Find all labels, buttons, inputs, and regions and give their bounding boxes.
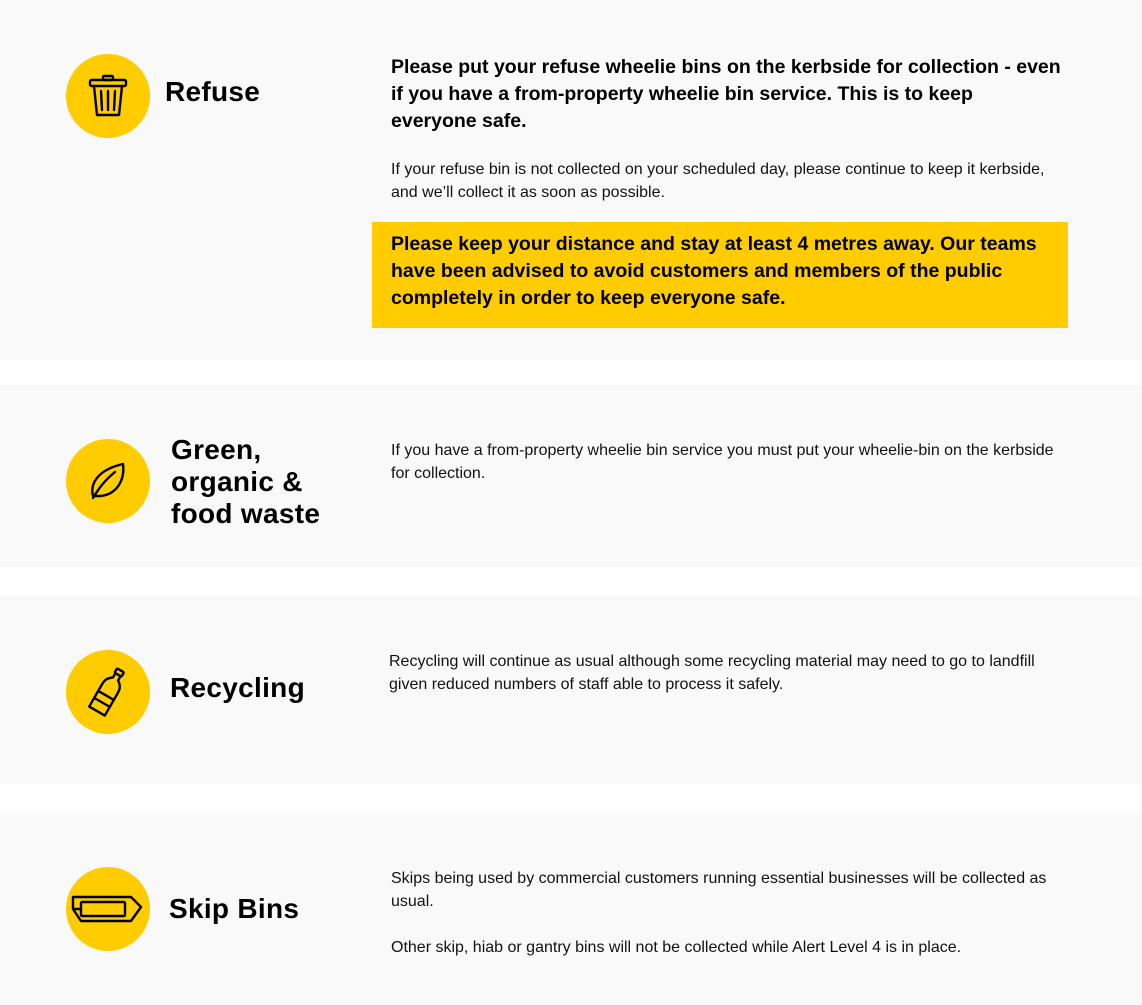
refuse-body-text: If your refuse bin is not collected on your scheduled day, please continue to keep it kerbside, and we’ll collect it as soon as possible. (391, 161, 1045, 201)
leaf-icon (66, 439, 150, 523)
recycling-heading: Recycling (170, 672, 305, 703)
bottle-icon (66, 650, 150, 734)
skip-bins-body-text-2: Other skip, hiab or gantry bins will not be collected while Alert Level 4 is in place. (391, 939, 962, 956)
green-waste-body-text: If you have a from-property wheelie bin service you must put your wheelie-bin on the kerbside for collection. (391, 442, 1054, 482)
refuse-lead-text: Please put your refuse wheelie bins on the kerbside for collection - even if you have a from-property wheelie bin service. This is to keep everyone safe. (391, 56, 1061, 132)
recycling-section (0, 596, 1142, 784)
recycling-body-text: Recycling will continue as usual although some recycling material may need to go to landfill given reduced numbers of staff able to process it safely. (389, 653, 1035, 693)
skip-bins-section (0, 813, 1142, 1005)
refuse-heading: Refuse (165, 76, 261, 107)
green-waste-section (0, 385, 1142, 567)
refuse-section (0, 0, 1142, 360)
distance-notice-box (372, 222, 1068, 328)
distance-notice-text: Please keep your distance and stay at least 4 metres away. Our teams have been advised to avoid customers and members of the public completely in order to keep everyone safe. (391, 233, 1037, 309)
skip-bin-icon (66, 867, 150, 951)
skip-bins-heading: Skip Bins (169, 893, 300, 924)
skip-bins-body-text-1: Skips being used by commercial customers running essential businesses will be collected as usual. (391, 870, 1047, 910)
green-waste-heading: Green, organic & food waste (171, 434, 321, 529)
trash-bin-icon (66, 54, 150, 138)
